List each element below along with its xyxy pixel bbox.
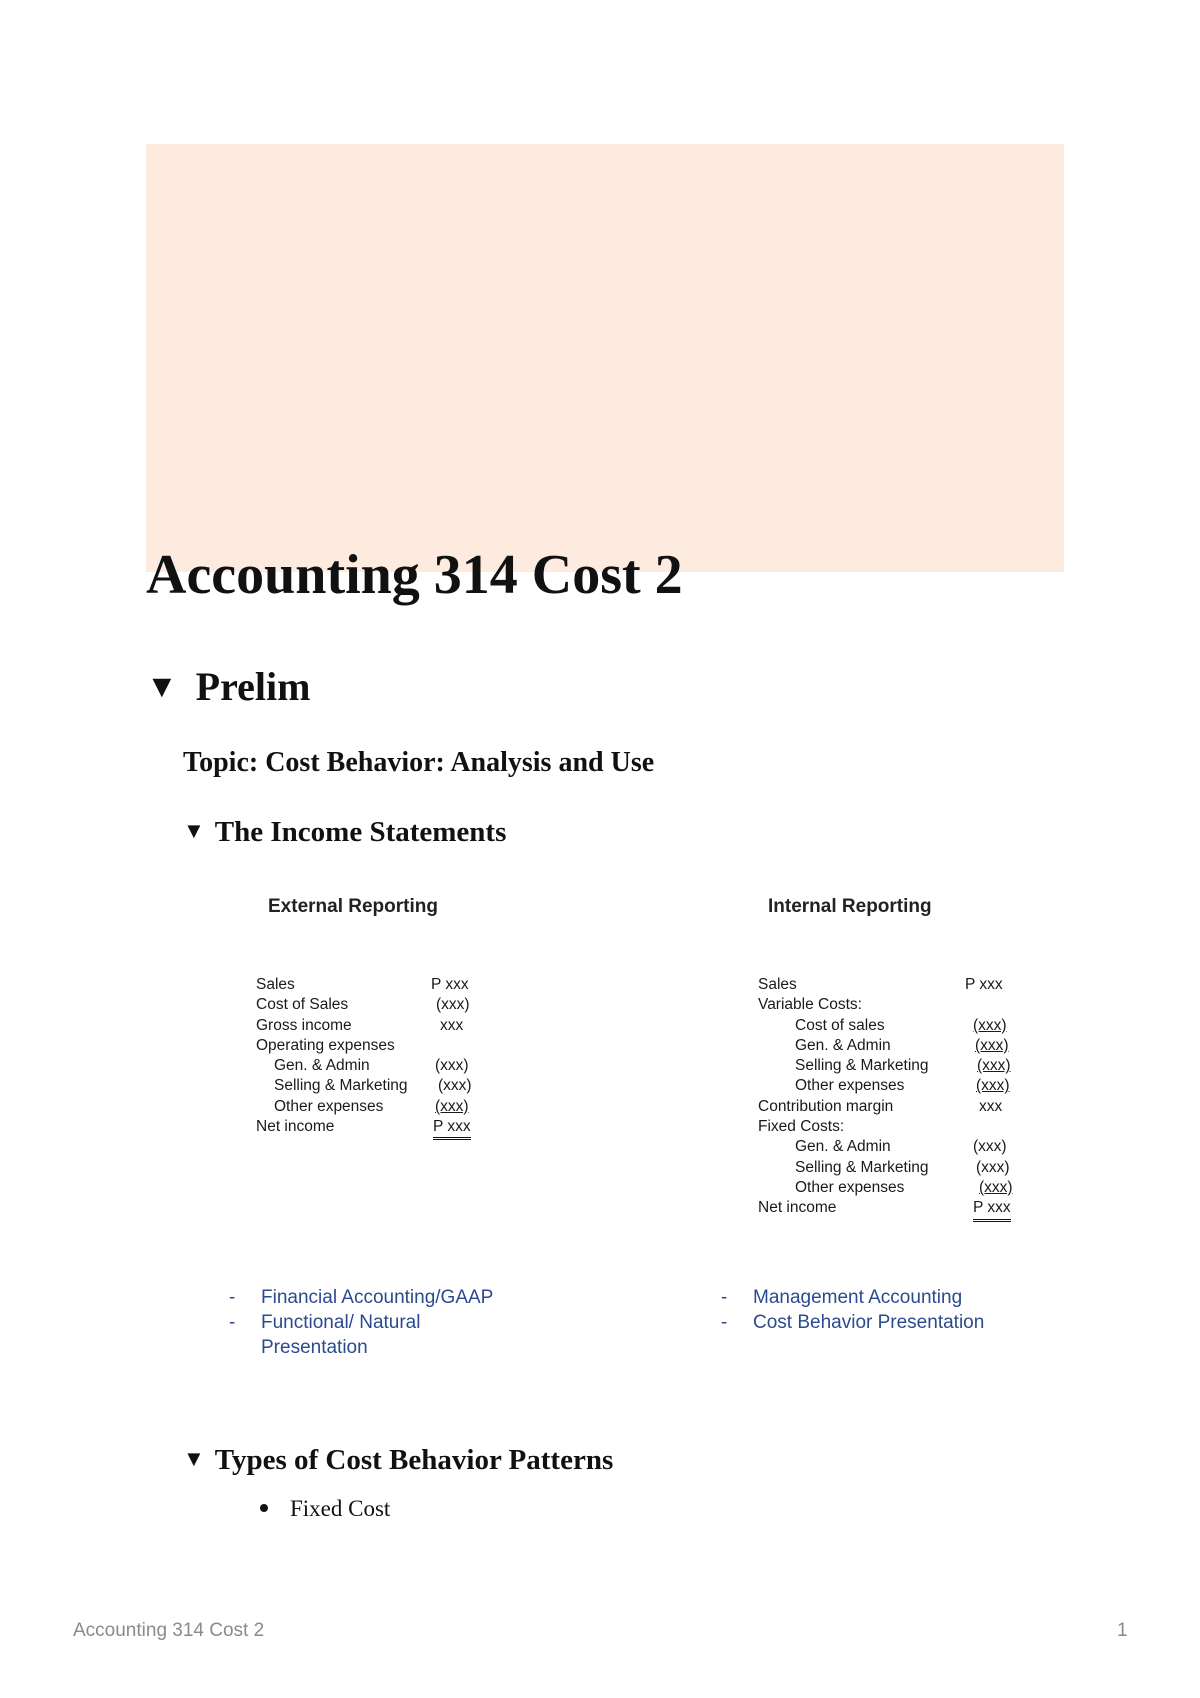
statement-row — [758, 1117, 1028, 1137]
list-item-text: Fixed Cost — [290, 1496, 391, 1521]
row-label: Other expenses — [274, 1097, 384, 1115]
bullet-list — [260, 1494, 390, 1524]
statement-row — [758, 1158, 1028, 1178]
statement-row — [256, 995, 476, 1015]
toggle-triangle-icon[interactable]: ▼ — [183, 818, 205, 843]
statement-row — [256, 1117, 476, 1137]
footer-title: Accounting 314 Cost 2 — [73, 1620, 265, 1641]
topic-line: Topic: Cost Behavior: Analysis and Use — [183, 747, 655, 778]
statement-row — [256, 975, 476, 995]
note-text: Management Accounting — [753, 1287, 963, 1308]
note-text: Financial Accounting/GAAP — [261, 1287, 494, 1308]
row-value: (xxx) — [438, 1077, 472, 1095]
row-value: P xxx — [965, 976, 1003, 993]
row-label: Gross income — [256, 1016, 352, 1034]
row-value: (xxx) — [976, 1077, 1010, 1095]
row-label: Gen. & Admin — [274, 1057, 370, 1075]
statement-row — [758, 1016, 1028, 1036]
subsection-heading: Types of Cost Behavior Patterns — [214, 1444, 614, 1476]
statement-row — [758, 1056, 1028, 1076]
row-label: Selling & Marketing — [274, 1077, 408, 1095]
dash-marker: - — [721, 1287, 728, 1308]
note-item — [229, 1285, 549, 1310]
row-label: Operating expenses — [256, 1036, 395, 1054]
note-item — [229, 1310, 461, 1360]
external-notes — [229, 1285, 549, 1360]
row-value: xxx — [979, 1097, 1003, 1115]
statement-row — [256, 1036, 476, 1056]
section-heading: Prelim — [195, 664, 311, 709]
row-value: (xxx) — [973, 1016, 1007, 1034]
statement-row — [758, 1178, 1028, 1198]
dash-marker: - — [721, 1312, 728, 1333]
row-label: Gen. & Admin — [795, 1138, 891, 1156]
internal-reporting-heading: Internal Reporting — [768, 896, 932, 917]
toggle-triangle-icon[interactable]: ▼ — [183, 1446, 205, 1471]
note-text: Functional/ Natural Presentation — [261, 1312, 421, 1358]
internal-statement — [758, 975, 1028, 1219]
row-label: Cost of Sales — [256, 996, 349, 1014]
note-text: Cost Behavior Presentation — [753, 1312, 985, 1333]
row-value: P xxx — [431, 976, 469, 993]
row-value: (xxx) — [435, 1057, 469, 1075]
statement-row — [758, 975, 1028, 995]
row-label: Variable Costs: — [758, 996, 862, 1014]
row-label: Other expenses — [795, 1178, 905, 1196]
page-title: Accounting 314 Cost 2 — [146, 544, 683, 606]
row-label: Gen. & Admin — [795, 1036, 891, 1054]
row-label: Cost of sales — [795, 1016, 885, 1034]
toggle-triangle-icon[interactable]: ▼ — [146, 668, 178, 704]
row-value: (xxx) — [435, 1097, 469, 1115]
list-item — [260, 1494, 390, 1524]
income-statements-figure — [146, 860, 1064, 1380]
statement-row — [256, 1076, 476, 1096]
cover-banner — [146, 144, 1064, 572]
bullet-dot-icon — [260, 1504, 268, 1512]
row-value: (xxx) — [976, 1158, 1010, 1176]
statement-row — [758, 995, 1028, 1015]
row-label: Net income — [256, 1118, 335, 1136]
statement-row — [758, 1137, 1028, 1157]
external-reporting-heading: External Reporting — [268, 896, 438, 917]
subsection-heading: The Income Statements — [214, 816, 507, 848]
row-label: Selling & Marketing — [795, 1158, 929, 1176]
external-statement — [256, 975, 476, 1137]
statement-row — [758, 1198, 1028, 1218]
row-value: (xxx) — [977, 1057, 1011, 1075]
row-label: Fixed Costs: — [758, 1118, 845, 1136]
statement-row — [256, 1056, 476, 1076]
note-item — [721, 1285, 1041, 1310]
page-number: 1 — [1117, 1620, 1128, 1641]
dash-marker: - — [229, 1287, 236, 1308]
row-label: Selling & Marketing — [795, 1057, 929, 1075]
toggle-income-statements[interactable] — [183, 814, 506, 852]
row-value: P xxx — [433, 1117, 471, 1140]
statement-row — [758, 1036, 1028, 1056]
row-value: (xxx) — [975, 1036, 1009, 1054]
internal-notes — [721, 1285, 1041, 1335]
dash-marker: - — [229, 1312, 236, 1333]
row-label: Net income — [758, 1199, 837, 1217]
row-value: (xxx) — [973, 1138, 1007, 1156]
toggle-cost-behavior-patterns[interactable] — [183, 1442, 613, 1480]
row-label: Sales — [758, 976, 797, 993]
row-value: P xxx — [973, 1198, 1011, 1221]
row-value: xxx — [440, 1016, 464, 1034]
row-label: Contribution margin — [758, 1097, 894, 1115]
note-item — [721, 1310, 1041, 1335]
row-value: (xxx) — [436, 996, 470, 1014]
statement-row — [758, 1076, 1028, 1096]
statement-row — [256, 1016, 476, 1036]
row-label: Sales — [256, 976, 295, 993]
statement-row — [758, 1097, 1028, 1117]
statement-row — [256, 1097, 476, 1117]
row-value: (xxx) — [979, 1178, 1013, 1196]
row-label: Other expenses — [795, 1077, 905, 1095]
toggle-prelim[interactable] — [146, 662, 310, 714]
